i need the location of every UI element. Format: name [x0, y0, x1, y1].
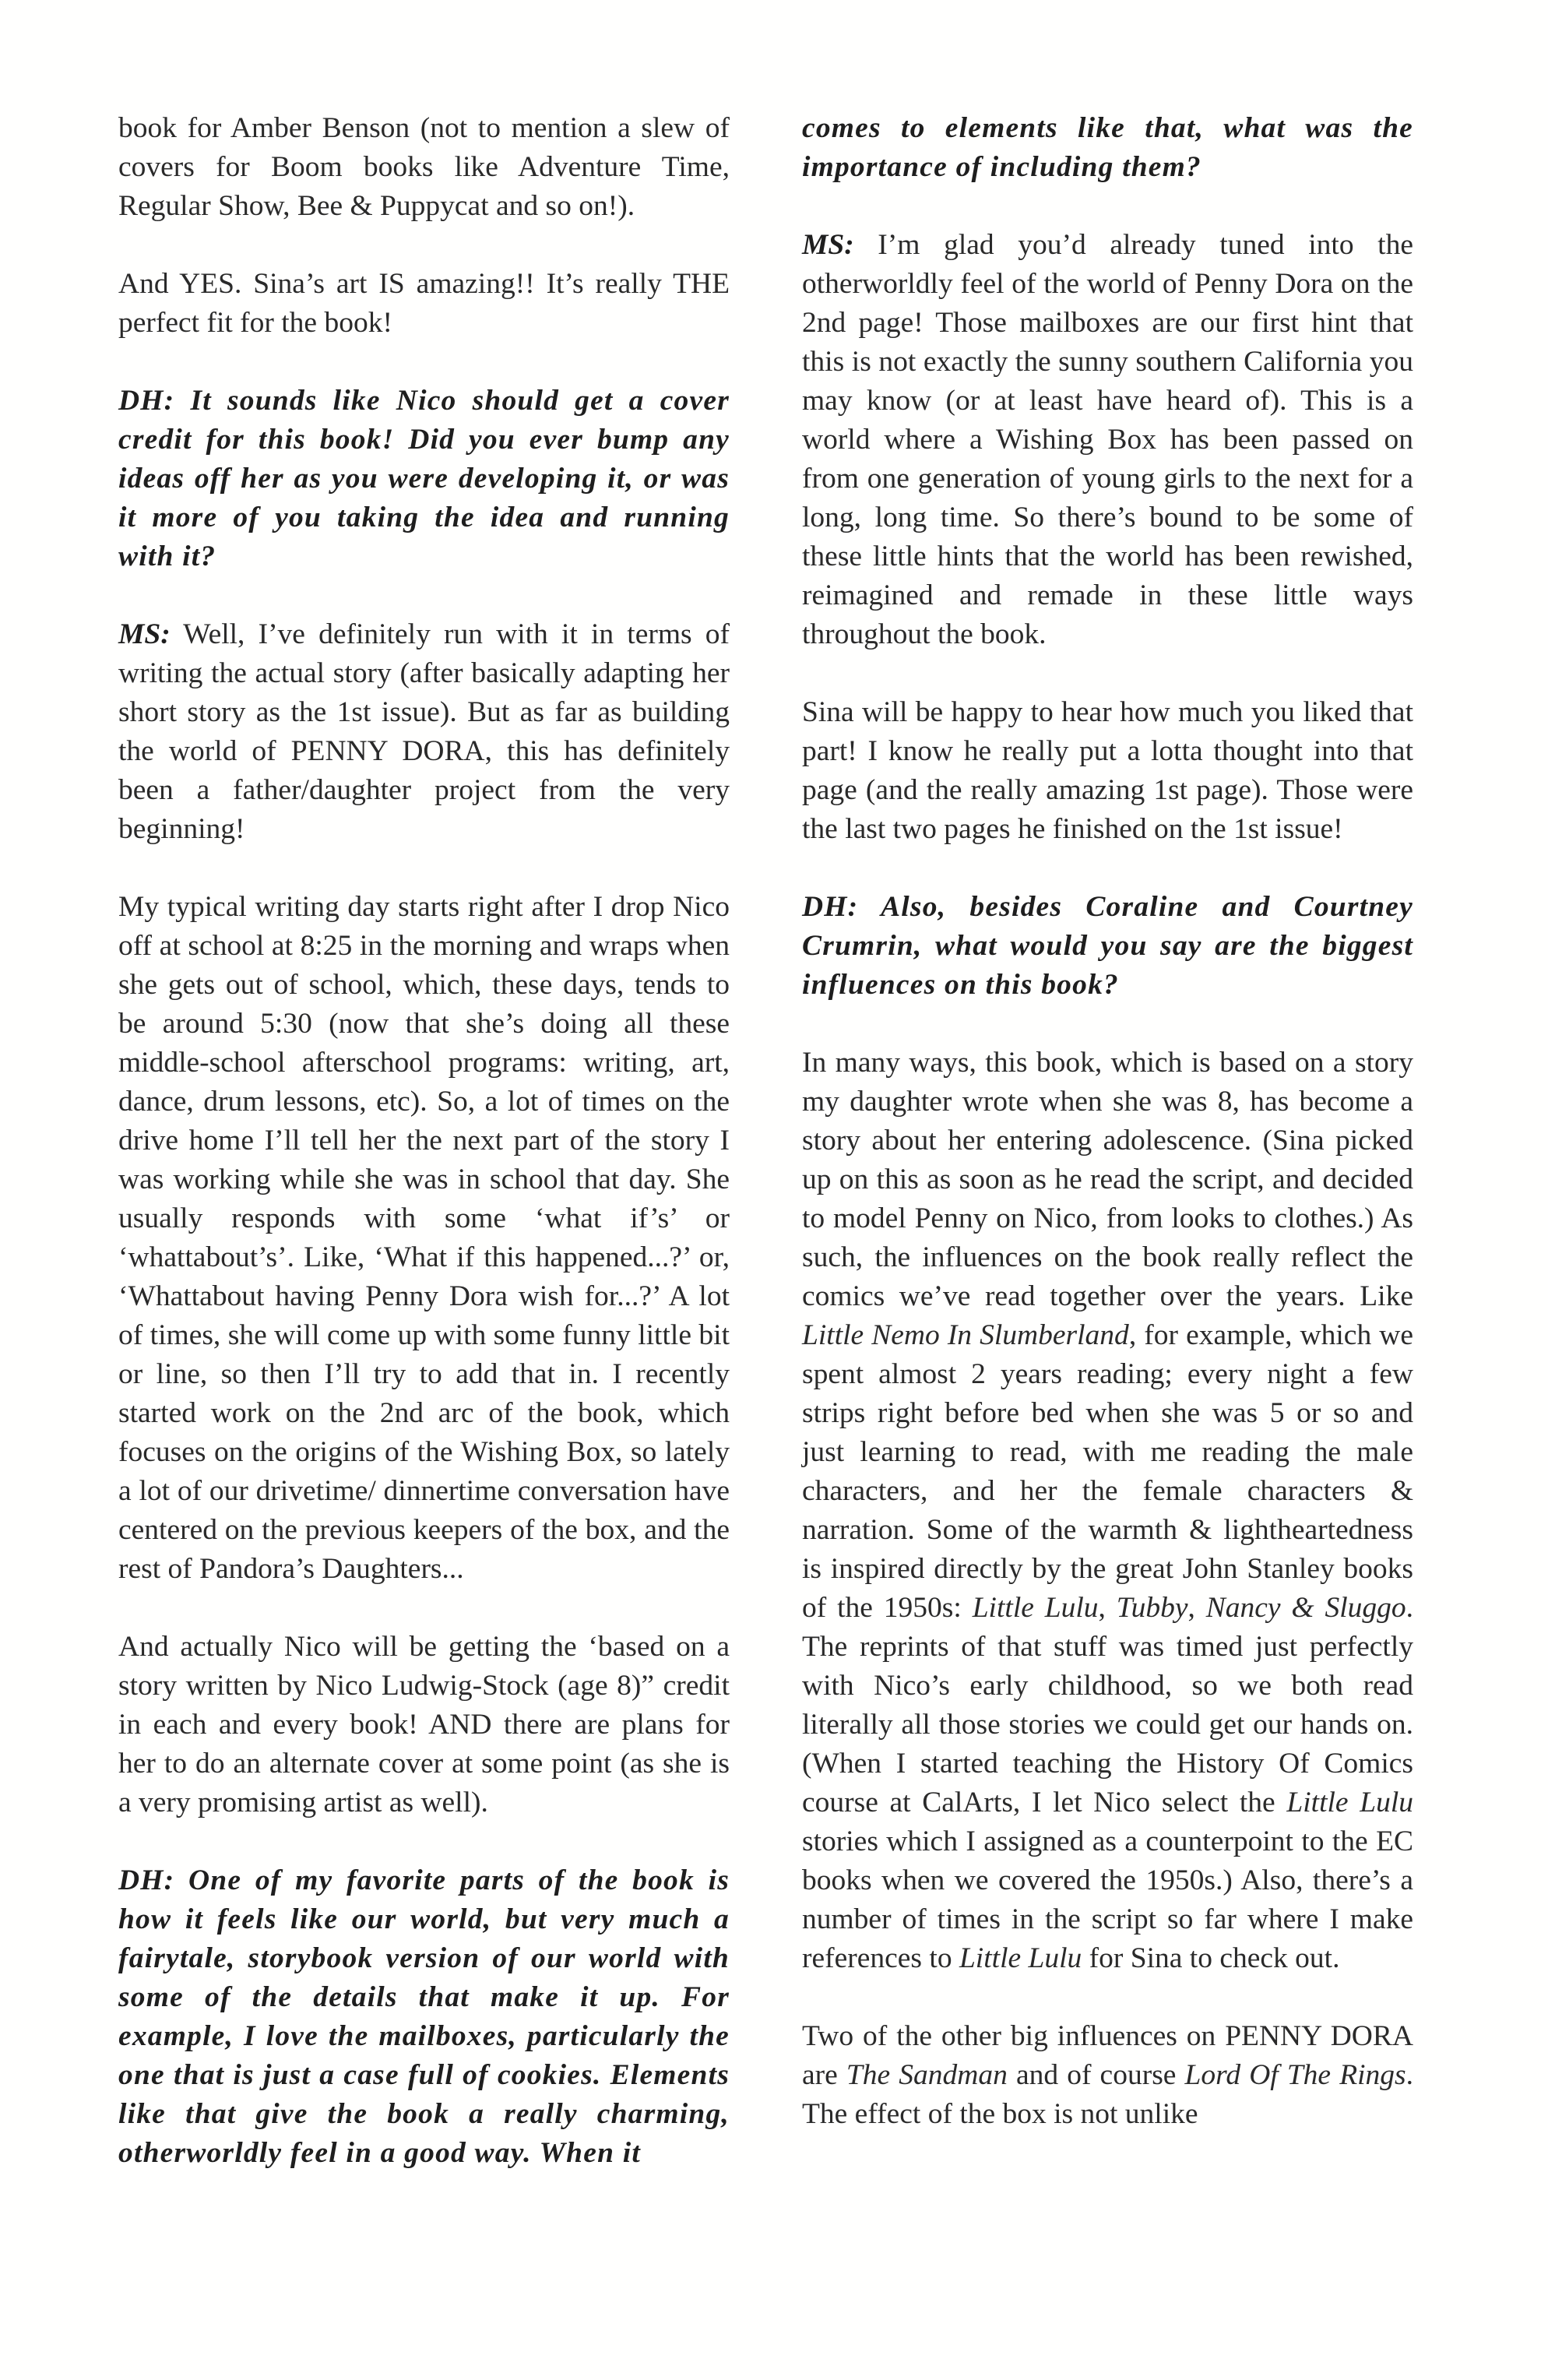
text-run: ,	[1187, 1592, 1206, 1624]
text-run: ,	[1098, 1592, 1117, 1624]
paragraph-writing-day: My typical writing day starts right after I drop Nico off at school at 8:25 in the morning and wraps when she gets out of school, which, these days, tends to be around 5:30 (now that she’s doing all these middle-school afterschool programs: writing, art, dance, drum lessons, etc). So, a lot of times on the drive home I’ll tell her the next part of the story I was working while she was in school that day. She usually responds with some ‘what if’s’ or ‘whattabout’s’. Like, ‘What if this happened...?’ or, ‘Whattabout having Penny Dora wish for...?’ A lot of times, she will come up with some funny little bit or line, so then I’ll try to add that in. I recently started work on the 2nd arc of the book, which focuses on the origins of the Wishing Box, so lately a lot of our drivetime/ dinnertime conversation have centered on the previous keepers of the box, and the rest of Pandora’s Daughters...	[118, 891, 730, 1585]
book-title: Little Lulu	[1286, 1787, 1413, 1818]
text-run: stories which I assigned as a counterpoint to the EC books when we covered the 1950s.) Also, there’s a number of times in the script so far where I make references to	[802, 1825, 1413, 1974]
book-title: Nancy & Sluggo	[1205, 1592, 1406, 1624]
answer-text: Well, I’ve definitely run with it in terms of writing the actual story (after basically adapting her short story as the 1st issue). But as far as building the world of PENNY DORA, this has definitely been a father/daughter project from the very beginning!	[118, 618, 730, 845]
text-run: and of course	[1007, 2059, 1185, 2091]
paragraph-nico-credit: And actually Nico will be getting the ‘based on a story written by Nico Ludwig-Stock (age 8)” credit in each and every book! AND there are plans for her to do an alternate cover at some point (as she is a very promising artist as well).	[118, 1631, 730, 1818]
answer-ran-with-it	[118, 615, 730, 849]
paragraph-sina-art: And YES. Sina’s art IS amazing!! It’s really THE perfect fit for the book!	[118, 268, 730, 339]
speaker-label: MS:	[118, 618, 171, 650]
speaker-label: MS:	[802, 229, 854, 261]
question-favorite-parts: DH: One of my favorite parts of the book is how it feels like our world, but very much a fairytale, storybook version of our world with some of the details that make it up. For example, I love the mailboxes, particularly the one that is just a case full of cookies. Elements like that give the book a really charming, otherworldly feel in a good way. When it	[118, 1864, 730, 2169]
question-favorite-parts-continued: comes to elements like that, what was the importance of including them?	[802, 112, 1413, 183]
answer-otherworldly	[802, 226, 1413, 654]
paragraph-influences	[802, 1044, 1413, 1978]
left-column	[118, 109, 730, 2173]
paragraph-amber-benson: book for Amber Benson (not to mention a slew of covers for Boom books like Adventure Time, Regular Show, Bee & Puppycat and so on!).	[118, 112, 730, 222]
text-run: . The reprints of that stuff was timed just perfectly with Nico’s early childhood, so we both read literally all those stories we could get our hands on. (When I started teaching the History Of Comics course at CalArts, I let Nico select the	[802, 1592, 1414, 1818]
book-title: Little Lulu	[972, 1592, 1099, 1624]
book-title: The Sandman	[846, 2059, 1008, 2091]
text-run: for Sina to check out.	[1082, 1942, 1340, 1974]
book-title: Little Lulu	[959, 1942, 1082, 1974]
text-run: . The effect of the box is not unlike	[802, 2059, 1413, 2130]
paragraph-sina-happy: Sina will be happy to hear how much you liked that part! I know he really put a lotta thought into that page (and the really amazing 1st page). Those were the last two pages he finished on the 1st issue!	[802, 696, 1413, 845]
text-run: , for example, which we spent almost 2 years reading; every night a few strips right before bed when she was 5 or so and just learning to read, with me reading the male characters, and her the female characters & narration. Some of the warmth & lightheartedness is inspired directly by the great John Stanley books of the 1950s:	[802, 1319, 1413, 1624]
book-title: Tubby	[1116, 1592, 1188, 1624]
text-run: In many ways, this book, which is based on a story my daughter wrote when she was 8, has become a story about her entering adolescence. (Sina picked up on this as soon as he read the script, and decided to model Penny on Nico, from looks to clothes.) As such, the influences on the book really reflect the comics we’ve read together over the years. Like	[802, 1047, 1413, 1312]
question-influences: DH: Also, besides Coraline and Courtney Crumrin, what would you say are the biggest influences on this book?	[802, 891, 1413, 1001]
book-title: Little Nemo In Slumberland	[802, 1319, 1129, 1351]
book-title: Lord Of The Rings	[1184, 2059, 1406, 2091]
answer-text: I’m glad you’d already tuned into the otherworldly feel of the world of Penny Dora on the 2nd page! Those mailboxes are our first hint that this is not exactly the sunny southern California you may know (or at least have heard of). This is a world where a Wishing Box has been passed on from one generation of young girls to the next for a long, long time. So there’s bound to be some of these little hints that the world has been rewished, reimagined and remade in these little ways throughout the book.	[802, 229, 1413, 650]
paragraph-other-influences	[802, 2017, 1413, 2134]
right-column	[802, 109, 1413, 2134]
question-cover-credit: DH: It sounds like Nico should get a cover credit for this book! Did you ever bump any ideas off her as you were developing it, or was it more of you taking the idea and running with it?	[118, 385, 730, 572]
text-run: Two of the other big influences on PENNY DORA are	[802, 2020, 1413, 2091]
